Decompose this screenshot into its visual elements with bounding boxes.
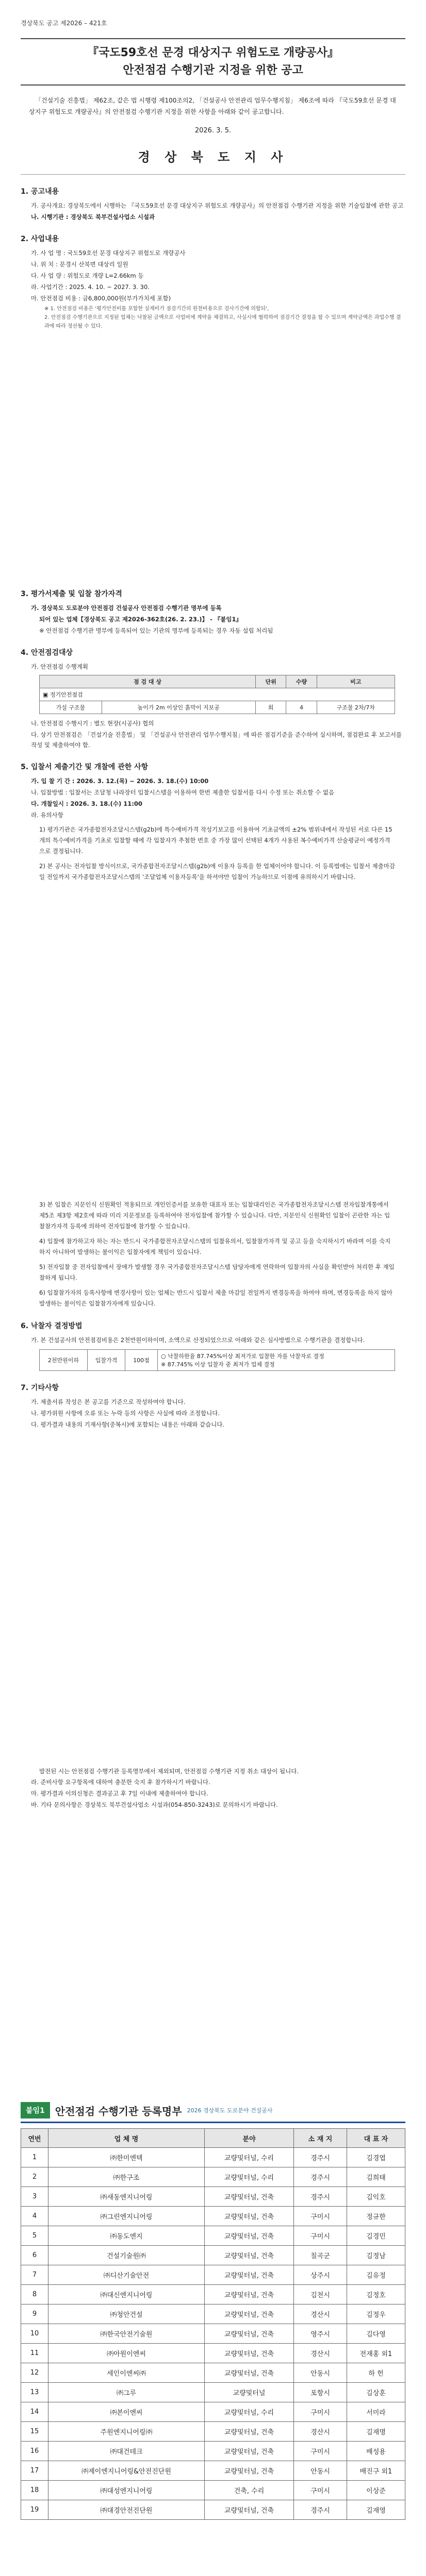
award-cell-points: 100점: [125, 1350, 158, 1371]
reg-location: 영주시: [294, 2324, 347, 2344]
cell-target: 높이가 2m 이상인 흙막이 지보공: [102, 701, 255, 714]
reg-rep: 김정남: [347, 2246, 405, 2265]
section-1-heading: 1. 공고내용: [21, 188, 59, 196]
reg-location: 구미시: [294, 2226, 347, 2246]
th-unit: 단위: [255, 675, 286, 688]
table-row: [21, 2500, 405, 2520]
title-box: [21, 38, 405, 86]
reg-location: 경주시: [294, 2148, 347, 2167]
table-row: [21, 2246, 405, 2265]
reg-company: ㈜디산기술안전: [48, 2265, 205, 2285]
reg-no: 10: [21, 2324, 48, 2344]
reg-no: 5: [21, 2226, 48, 2246]
reg-no: 18: [21, 2481, 48, 2500]
table-row: [21, 2422, 405, 2442]
reg-no: 6: [21, 2246, 48, 2265]
s5-para: 1) 평가기관은 국가종합전자조달시스템(g2b)에 특수예비가격 작성기보고를 이용하여 기초금액의 ±2% 범위내에서 작성된 서로 다른 15개의 특수예비가격을 기초로 입찰할 때에 각 입찰자가 추첨한 번호 중 가장 많이 선택된 4개가 사용된 복수예비가격 산술평균이 예정가격으로 결정됩니다.: [39, 826, 392, 855]
reg-no: 4: [21, 2207, 48, 2226]
reg-field: 교량및터널, 건축: [205, 2500, 294, 2520]
table-row: [21, 2167, 405, 2187]
reg-company: ㈜그린엔지니어링: [48, 2207, 205, 2226]
s1-item: 나. 시행기관 : 경상북도 북부건설사업소 시설과: [31, 213, 155, 221]
reg-company: ㈜그루: [48, 2383, 205, 2402]
reg-field: 교량및터널, 수리: [205, 2148, 294, 2167]
reg-field: 교량및터널, 건축: [205, 2461, 294, 2481]
reg-company: ㈜한미엔텍: [48, 2148, 205, 2167]
section-3-block: [21, 577, 405, 883]
intro-paragraph: 「건설기술 진흥법」 제62조, 같은 법 시행령 제100조의2, 「건설공사 안전관리 업무수행지침」 제6조에 따라 『국도59호선 문경 대상지구 위험도로 개량공사』의 안전점검 수행기관 지정을 위한 사항을 아래와 같이 공고합니다.: [29, 97, 396, 115]
s2-item: 다. 사 업 량 : 위험도로 개량 L=2.66km 등: [31, 272, 144, 279]
s7-line: 나. 평가위원 사항에 오류 또는 누락 등의 사항은 사실에 따라 조정합니다.: [31, 1410, 220, 1417]
reg-field: 교량및터널, 건축: [205, 2422, 294, 2442]
reg-location: 포항시: [294, 2383, 347, 2402]
doc-number-text: 경상북도 공고 제2026 – 421호: [21, 20, 107, 27]
reg-field: 교량및터널, 건축: [205, 2304, 294, 2324]
reg-location: 경주시: [294, 2500, 347, 2520]
section-7-heading: 7. 기타사항: [21, 1384, 59, 1392]
s7-line: 다. 평가결과 내용의 기재사항(중복시)에 포함되는 내용은 아래와 같습니다.: [31, 1421, 225, 1428]
reg-rep: 김희태: [347, 2167, 405, 2187]
reg-th-field: 분야: [205, 2129, 294, 2148]
table-row: [21, 2304, 405, 2324]
table-row: [21, 2363, 405, 2383]
reg-rep: 서미라: [347, 2402, 405, 2422]
reg-rep: 김정우: [347, 2304, 405, 2324]
s6-line: 가. 본 건설공사의 안전점검비용은 2천만원이하이며, 소액으로 산정되었으므로 아래와 같은 심사방법으로 수행기관을 결정합니다.: [31, 1336, 365, 1344]
reg-company: ㈜새동엔지니어링: [48, 2187, 205, 2207]
s7-line: 마. 평가결과 이의신청은 결과공고 후 7일 이내에 제출하여야 합니다.: [31, 1790, 208, 1797]
reg-no: 15: [21, 2422, 48, 2442]
reg-company: 건설기술원㈜: [48, 2246, 205, 2265]
section-5-cont: [21, 1195, 405, 1431]
reg-company: ㈜청안건설: [48, 2304, 205, 2324]
table-row: [21, 2226, 405, 2246]
registry-table: [21, 2128, 405, 2520]
reg-location: 상주시: [294, 2265, 347, 2285]
reg-location: 경산시: [294, 2344, 347, 2363]
inspection-table-wrap: [39, 675, 395, 714]
table-row: [21, 2481, 405, 2500]
annex-badge: 붙임1: [21, 2102, 50, 2119]
cell-structure: 가설 구조물: [40, 701, 102, 714]
reg-location: 김천시: [294, 2285, 347, 2304]
section-3-heading: 3. 평가서제출 및 입찰 참가자격: [21, 590, 122, 598]
reg-company: ㈜동도엔지: [48, 2226, 205, 2246]
s5-line: 다. 개찰일시 : 2026. 3. 18.(수) 11:00: [31, 800, 142, 807]
s3-line: 가. 경상북도 도로분야 안전점검 건설공사 안전점검 수행기관 명부에 등록: [31, 604, 222, 612]
s7-line: 바. 기타 문의사항은 경상북도 북부건설사업소 시설과(054-850-3243)로 문의하시기 바랍니다.: [31, 1801, 278, 1808]
s5-line: 라. 유의사항: [31, 811, 63, 819]
divider: [21, 174, 405, 175]
reg-rep: 김경엽: [347, 2148, 405, 2167]
s3-line: ※ 안전점검 수행기관 명부에 등록되어 있는 기관의 명부에 등록되는 경우 자동 설립 처리됨: [39, 627, 273, 634]
reg-rep: 김다영: [347, 2324, 405, 2344]
award-table-wrap: [39, 1349, 395, 1371]
inspection-group: ▣ 정기안전점검: [40, 688, 395, 701]
s2-item: 라. 사업기간 : 2025. 4. 10. ~ 2027. 3. 30.: [31, 283, 150, 291]
reg-no: 12: [21, 2363, 48, 2383]
s2-item: 마. 안전점검 비용 : 금6,800,000원(부가가치세 포함): [31, 295, 171, 302]
section-2-heading: 2. 사업내용: [21, 235, 59, 243]
cell-qty: 4: [286, 701, 317, 714]
annex-block: [21, 2102, 405, 2520]
reg-no: 3: [21, 2187, 48, 2207]
s2-item: 나. 위 치 : 문경시 산북면 대상리 일원: [31, 261, 128, 268]
award-table: [39, 1349, 395, 1371]
reg-company: ㈜대경안전진단원: [48, 2500, 205, 2520]
reg-no: 13: [21, 2383, 48, 2402]
reg-field: 교량및터널, 건축: [205, 2246, 294, 2265]
reg-rep: 정규한: [347, 2207, 405, 2226]
reg-location: 경주시: [294, 2187, 347, 2207]
reg-rep: 김정호: [347, 2285, 405, 2304]
table-row: [21, 2461, 405, 2481]
th-qty: 수량: [286, 675, 317, 688]
reg-field: 교량및터널, 건축: [205, 2226, 294, 2246]
reg-no: 14: [21, 2402, 48, 2422]
reg-rep: 배진구 외1: [347, 2461, 405, 2481]
s2-note: ※ 1. 안전점검 비용은 '평가안전비를 포함한 실제비가 점검기간의 원천비용으로 검사기간에 의함되',: [44, 306, 269, 312]
notice-date: 2026. 3. 5.: [194, 127, 232, 134]
award-cell-criterion: 입찰가격: [88, 1350, 125, 1371]
annex-banner: [21, 2102, 405, 2119]
reg-company: ㈜대성엔지니어링: [48, 2481, 205, 2500]
reg-th-no: 연번: [21, 2129, 48, 2148]
annex-rule: [21, 2122, 405, 2123]
reg-company: ㈜제이엔지니어링&안전진단원: [48, 2461, 205, 2481]
reg-location: 경주시: [294, 2167, 347, 2187]
s7-para: 발전된 시는 안전점검 수행기관 등록명부에서 제외되며, 안전점검 수행기관 지정 취소 대상이 됩니다.: [39, 1768, 299, 1775]
inspection-table: [39, 675, 395, 714]
award-cell-range: 2천만원이하: [40, 1350, 88, 1371]
s4-line: 나. 안전점검 수행시기 : 별도 현장(시공사) 협의: [31, 720, 154, 727]
reg-no: 16: [21, 2442, 48, 2461]
section-4-heading: 4. 안전점검대상: [21, 649, 73, 657]
title-line-2: 안전점검 수행기관 지정을 위한 공고: [123, 64, 303, 77]
reg-rep: 이상준: [347, 2481, 405, 2500]
s5-para: 5) 전자입찰 중 전자입찰에서 장애가 발생할 경우 국가종합전자조달시스템 담당자에게 연락하여 입찰자의 사실을 확인받아 처리한 후 재입찰하게 됩니다.: [39, 1263, 395, 1281]
section-7-cont: [21, 1762, 405, 1811]
reg-location: 구미시: [294, 2442, 347, 2461]
reg-field: 건축, 수리: [205, 2481, 294, 2500]
table-row: [21, 2383, 405, 2402]
s2-note: 2. 안전점검 수행기관으로 지정된 업체는 낙찰된 금액으로 사업비에 계약을 체결하고, 사실시에 협력하여 점검기간 결정을 할 수 있으며 계약금액은 과업수행 결과에 따라 정산될 수 있다.: [44, 315, 401, 329]
reg-rep: 하 헌: [347, 2363, 405, 2383]
reg-location: 칠곡군: [294, 2246, 347, 2265]
s7-line: 라. 준비사항 요구항목에 대하여 충분한 숙지 후 참가하시기 바랍니다.: [31, 1778, 210, 1786]
reg-field: 교량및터널, 건축: [205, 2187, 294, 2207]
reg-company: ㈜아원이엔씨: [48, 2344, 205, 2363]
s7-line: 가. 제출서류 작성은 본 공고를 기준으로 작성하여야 합니다.: [31, 1398, 186, 1405]
reg-no: 9: [21, 2304, 48, 2324]
th-note: 비고: [317, 675, 395, 688]
s5-para: 2) 본 공사는 전자입찰 방식이므로, 국가종합전자조달시스템(g2b)에 이용자 등록을 한 업체이어야 합니다. 이 등록법에는 입찰서 제출마감일 전일까지 국가종합전자조달시스템의 '조달업체 이용자등록'을 하셔야만 입찰이 가능하므로 이점에 유의하시기 바랍니다.: [39, 862, 395, 880]
s5-line: 나. 입찰방법 : 입찰서는 조달청 나라장터 입찰시스템을 이용하여 한번 제출한 입찰서를 다시 수정 또는 취소할 수 없음: [31, 789, 335, 796]
table-row: [21, 2442, 405, 2461]
reg-field: 교량및터널, 건축: [205, 2363, 294, 2383]
annex-subtitle: 2026 경상북도 도로분야 건설공사: [187, 2107, 273, 2114]
reg-location: 안동시: [294, 2461, 347, 2481]
title-line-1: 『국도59호선 문경 대상지구 위험도로 개량공사』: [87, 46, 339, 59]
award-cell-rule: ○ 낙찰하한율 87.745%이상 최저가로 입찰한 자를 낙찰자로 결정 ※ 87.745% 이상 입찰자 중 최저가 업체 결정: [158, 1350, 395, 1371]
reg-location: 구미시: [294, 2207, 347, 2226]
reg-field: 교량및터널, 건축: [205, 2344, 294, 2363]
reg-rep: 김상훈: [347, 2383, 405, 2402]
title-block: [21, 34, 405, 331]
reg-field: 교량및터널, 건축: [205, 2207, 294, 2226]
table-row: [21, 2187, 405, 2207]
reg-no: 8: [21, 2285, 48, 2304]
table-row: [21, 2402, 405, 2422]
s5-line: 가. 입 찰 기 간 : 2026. 3. 12.(목) ~ 2026. 3. 18.(수) 10:00: [31, 777, 209, 785]
reg-th-company: 업 체 명: [48, 2129, 205, 2148]
s3-line: 되어 있는 업체【경상북도 공고 제2026-362호(26. 2. 23.)】 - 『붙임1』: [39, 616, 242, 623]
reg-no: 17: [21, 2461, 48, 2481]
s4-line: 다. 상기 안전점검은 「건설기술 진흥법」 및 「건설공사 안전관리 업무수행지침」에 따른 점검기준을 준수하여 실시하며, 점검완료 후 보고서를 작성 및 제출하여야 함.: [31, 731, 402, 749]
registry-body: [21, 2148, 405, 2520]
table-row: [21, 2207, 405, 2226]
reg-field: 교량및터널, 건축: [205, 2265, 294, 2285]
s4-caption: 가. 안전점검 수행계획: [31, 663, 88, 670]
reg-field: 교량및터널: [205, 2383, 294, 2402]
s5-para: 4) 입찰에 참가하고자 하는 자는 반드시 국가종합전자조달시스템의 입찰유의서, 입찰참가자격 및 공고 등을 숙지하시기 바라며 이를 숙지하지 아니하여 발생하는 불이익은 입찰자에게 책임이 있습니다.: [39, 1238, 391, 1256]
reg-no: 2: [21, 2167, 48, 2187]
reg-location: 구미시: [294, 2402, 347, 2422]
reg-th-rep: 대 표 자: [347, 2129, 405, 2148]
reg-th-location: 소 재 지: [294, 2129, 347, 2148]
section-6-heading: 6. 낙찰자 결정방법: [21, 1322, 83, 1330]
reg-no: 7: [21, 2265, 48, 2285]
reg-rep: 배성용: [347, 2442, 405, 2461]
s2-item: 가. 사 업 명 : 국도59호선 문경 대상지구 위험도로 개량공사: [31, 249, 186, 257]
agency-name: 경 상 북 도 지 사: [138, 150, 288, 164]
doc-number: [21, 19, 405, 27]
reg-company: ㈜한국안전기술원: [48, 2324, 205, 2344]
reg-company: ㈜한구조: [48, 2167, 205, 2187]
reg-company: ㈜대건테크: [48, 2442, 205, 2461]
table-row: [21, 2148, 405, 2167]
reg-rep: 김재명: [347, 2422, 405, 2442]
th-target: 점 검 대 상: [40, 675, 256, 688]
reg-field: 교량및터널, 수리: [205, 2402, 294, 2422]
reg-no: 19: [21, 2500, 48, 2520]
reg-rep: 전재홍 외1: [347, 2344, 405, 2363]
table-row: [21, 2285, 405, 2304]
reg-company: ㈜본이엔씨: [48, 2402, 205, 2422]
table-row: [21, 2265, 405, 2285]
reg-field: 교량및터널, 수리: [205, 2167, 294, 2187]
s5-para: 6) 입찰참가자의 등록사항에 변경사항이 있는 업체는 반드시 입찰서 제출 마감일 전일까지 변경등록을 하여야 하며, 변경등록을 하지 않아 발생하는 불이익은 입찰참가자에게 있습니다.: [39, 1289, 392, 1307]
reg-no: 1: [21, 2148, 48, 2167]
reg-company: ㈜대신엔지니어링: [48, 2285, 205, 2304]
cell-note: 구조물 2차/7차: [317, 701, 395, 714]
reg-field: 교량및터널, 건축: [205, 2285, 294, 2304]
reg-rep: 김익호: [347, 2187, 405, 2207]
reg-location: 안동시: [294, 2363, 347, 2383]
reg-company: 세인이엔씨㈜: [48, 2363, 205, 2383]
reg-field: 교량및터널, 건축: [205, 2324, 294, 2344]
reg-rep: 김경민: [347, 2226, 405, 2246]
section-5-heading: 5. 입찰서 제출기간 및 개찰에 관한 사항: [21, 763, 149, 771]
table-row: [21, 2324, 405, 2344]
table-row: [21, 2344, 405, 2363]
cell-unit: 회: [255, 701, 286, 714]
reg-location: 경산시: [294, 2422, 347, 2442]
s1-item: 가. 공사개요: 경상북도에서 시행하는 『국도59호선 문경 대상지구 위험도로 개량공사』의 안전점검 수행기관 지정을 위한 기술입찰에 관한 공고: [31, 202, 404, 209]
reg-field: 교량및터널, 건축: [205, 2442, 294, 2461]
annex-title: 안전점검 수행기관 등록명부: [55, 2105, 182, 2117]
reg-rep: 김유정: [347, 2265, 405, 2285]
reg-company: 주원엔지니어링㈜: [48, 2422, 205, 2442]
reg-no: 11: [21, 2344, 48, 2363]
s5-para: 3) 본 입찰은 지문인식 신원확인 적용되므로 개인인증서를 보유한 대표자 또는 입찰대리인은 국가종합전자조달시스템 전자입찰개통에서 제5조 제3항 제2호에 따라 미리 지문정보를 등록하여야 전자입찰에 참가할 수 있습니다. 다만, 지문인식 신원확인 입찰이 곤란한 자는 입찰참가자격 등록에 의하여 전자입찰에 참가할 수 있습니다.: [39, 1201, 390, 1230]
reg-rep: 김재영: [347, 2500, 405, 2520]
reg-location: 경산시: [294, 2304, 347, 2324]
reg-location: 구미시: [294, 2481, 347, 2500]
